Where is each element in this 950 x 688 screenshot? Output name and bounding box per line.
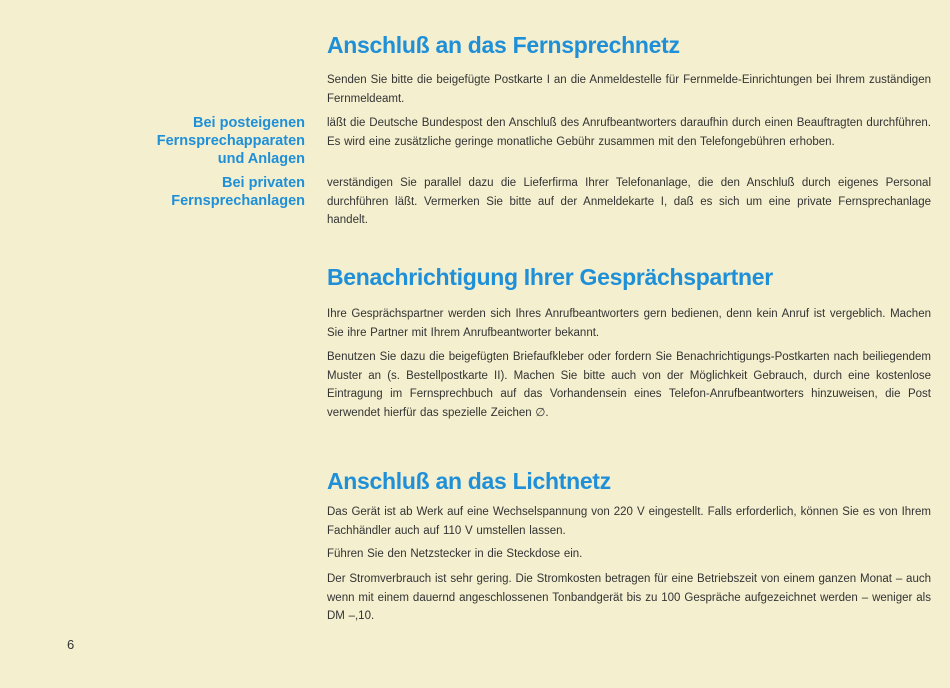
side-label-private: Bei privaten Fernsprechanlagen <box>171 175 305 209</box>
paragraph-postkarte: Senden Sie bitte die beigefügte Postkarte I an die Anmeldestelle für Fernmelde-Einrichtungen bei Ihrem zuständigen Fernmeldeamt. <box>327 74 931 105</box>
paragraph-stromverbrauch: Der Stromverbrauch ist sehr gering. Die Stromkosten betragen für eine Betriebszeit von einem ganzen Monat – auch wenn mit einem dauernd angeschlossenen Tonbandgerät bis zu 100 Gespräche aufgezeichnet werden – weniger als DM –,10. <box>327 573 931 622</box>
paragraph-bundespost: läßt die Deutsche Bundespost den Anschluß des Anrufbeantworters daraufhin durch einen Beauftragten durchführen. Es wird eine zusätzliche geringe monatliche Gebühr zusammen mit den Telefongebühren erhoben. <box>327 117 931 148</box>
section-heading-fernsprechnetz: Anschluß an das Fernsprechnetz <box>327 32 680 58</box>
section-heading-lichtnetz: Anschluß an das Lichtnetz <box>327 468 611 494</box>
paragraph-lieferfirma: verständigen Sie parallel dazu die Lieferfirma Ihrer Telefonanlage, die den Anschluß durch eigenes Personal durchführen läßt. Vermerken Sie bitte auf der Anmeldekarte I, daß es sich um eine private Fernsprechanlage handelt. <box>327 177 931 226</box>
paragraph-gespraechspartner: Ihre Gesprächspartner werden sich Ihres Anrufbeantworters gern bedienen, denn kein Anruf ist vergeblich. Machen Sie ihre Partner mit Ihrem Anrufbeantworter bekannt. <box>327 308 931 339</box>
side-label-posteigene: Bei posteigenen Fernsprechapparaten und Anlagen <box>156 115 305 167</box>
section-heading-benachrichtigung: Benachrichtigung Ihrer Gesprächspartner <box>327 264 773 290</box>
paragraph-briefaufkleber: Benutzen Sie dazu die beigefügten Briefaufkleber oder fordern Sie Benachrichtigungs-Postkarten nach beiliegendem Muster an (s. Bestellpostkarte II). Machen Sie bitte auch von der Möglichkeit Gebrauch, durch eine kostenlose Eintragung im Fernsprechbuch auf das Vorhandensein eines Telefon-Anrufbeantworters hinzuweisen, die Post verwendet hierfür das spezielle Zeichen ∅. <box>327 351 931 419</box>
page-number: 6 <box>67 637 75 652</box>
paragraph-netzstecker: Führen Sie den Netzstecker in die Steckdose ein. <box>327 548 583 560</box>
paragraph-wechselspannung: Das Gerät ist ab Werk auf eine Wechselspannung von 220 V eingestellt. Falls erforderlich, können Sie es von Ihrem Fachhändler auch auf 110 V umstellen lassen. <box>327 506 931 537</box>
